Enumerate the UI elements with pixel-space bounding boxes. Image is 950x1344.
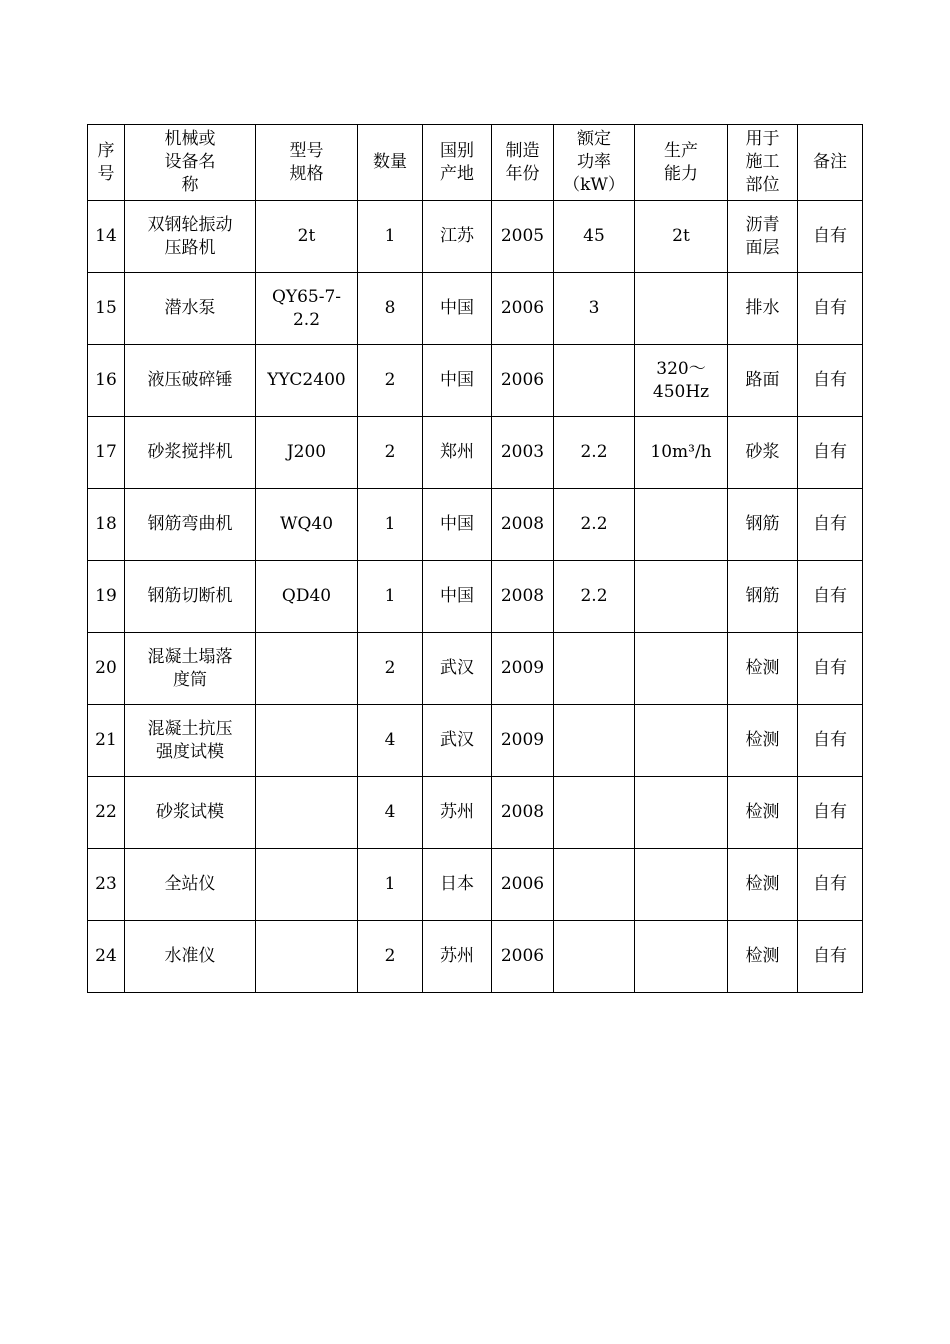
- cell-remark: [798, 633, 863, 705]
- cell-text: 中国: [440, 586, 474, 606]
- cell-text: 320～ 450Hz: [652, 358, 710, 402]
- cell-text: 2: [384, 442, 396, 462]
- header-origin: 国别 产地: [423, 125, 492, 201]
- cell-quantity: [358, 705, 423, 777]
- cell-text: 中国: [440, 514, 474, 534]
- cell-text: 2006: [500, 298, 545, 318]
- cell-text: 自有: [813, 370, 847, 390]
- cell-text: 45: [583, 226, 605, 246]
- cell-origin: [423, 417, 492, 489]
- cell-index: [88, 417, 125, 489]
- cell-text: 1: [384, 514, 396, 534]
- cell-origin: [423, 705, 492, 777]
- header-index: 序 号: [88, 125, 125, 201]
- cell-model: [256, 705, 358, 777]
- cell-text: 2006: [500, 874, 545, 894]
- cell-text: 10m³/h: [650, 442, 712, 462]
- cell-text: 自有: [813, 658, 847, 678]
- cell-capacity: [635, 561, 728, 633]
- cell-text: 8: [384, 298, 396, 318]
- cell-year: [492, 633, 554, 705]
- cell-text: 钢筋弯曲机: [147, 514, 233, 534]
- cell-text: 2.2: [580, 586, 608, 606]
- cell-index: [88, 201, 125, 273]
- cell-power: [554, 633, 635, 705]
- cell-remark: [798, 345, 863, 417]
- cell-text: 混凝土抗压 强度试模: [147, 718, 233, 762]
- cell-index: [88, 705, 125, 777]
- cell-origin: [423, 273, 492, 345]
- cell-text: 2005: [500, 226, 545, 246]
- table-row: [88, 561, 863, 633]
- cell-text: QD40: [281, 586, 332, 606]
- cell-text: 武汉: [440, 658, 474, 678]
- cell-text: 2006: [500, 946, 545, 966]
- cell-text: 2008: [500, 802, 545, 822]
- cell-remark: [798, 201, 863, 273]
- cell-text: 钢筋: [745, 586, 780, 606]
- cell-model: [256, 201, 358, 273]
- cell-model: [256, 777, 358, 849]
- cell-name: [125, 633, 256, 705]
- cell-capacity: [635, 201, 728, 273]
- cell-text: 自有: [813, 226, 847, 246]
- cell-model: [256, 633, 358, 705]
- cell-text: 中国: [440, 370, 474, 390]
- cell-text: 钢筋: [745, 514, 780, 534]
- cell-index: [88, 849, 125, 921]
- cell-year: [492, 849, 554, 921]
- cell-power: [554, 921, 635, 993]
- cell-text: 2: [384, 370, 396, 390]
- cell-quantity: [358, 561, 423, 633]
- cell-power: [554, 489, 635, 561]
- cell-text: 2: [384, 946, 396, 966]
- cell-text: 18: [95, 514, 117, 534]
- cell-year: [492, 417, 554, 489]
- cell-name: [125, 777, 256, 849]
- table-row: [88, 849, 863, 921]
- cell-text: 1: [384, 874, 396, 894]
- cell-quantity: [358, 489, 423, 561]
- cell-text: 沥青 面层: [745, 214, 780, 258]
- cell-text: 14: [95, 226, 117, 246]
- cell-quantity: [358, 921, 423, 993]
- cell-text: 苏州: [440, 802, 474, 822]
- cell-remark: [798, 417, 863, 489]
- cell-index: [88, 921, 125, 993]
- cell-text: 检测: [745, 658, 780, 678]
- cell-text: 双钢轮振动 压路机: [147, 214, 233, 258]
- cell-year: [492, 561, 554, 633]
- cell-model: [256, 489, 358, 561]
- cell-text: 混凝土塌落 度筒: [147, 646, 233, 690]
- cell-text: 自有: [813, 442, 847, 462]
- cell-origin: [423, 849, 492, 921]
- cell-power: [554, 201, 635, 273]
- cell-index: [88, 633, 125, 705]
- cell-year: [492, 201, 554, 273]
- cell-year: [492, 345, 554, 417]
- cell-power: [554, 273, 635, 345]
- cell-name: [125, 705, 256, 777]
- cell-text: 2008: [500, 586, 545, 606]
- table-row: [88, 921, 863, 993]
- cell-remark: [798, 921, 863, 993]
- cell-text: 2006: [500, 370, 545, 390]
- cell-power: [554, 345, 635, 417]
- cell-text: 16: [95, 370, 117, 390]
- cell-text: 全站仪: [164, 874, 216, 894]
- cell-usage: [728, 849, 798, 921]
- header-capacity: 生产 能力: [635, 125, 728, 201]
- cell-remark: [798, 705, 863, 777]
- cell-text: 2.2: [580, 514, 608, 534]
- cell-usage: [728, 777, 798, 849]
- cell-remark: [798, 777, 863, 849]
- cell-usage: [728, 345, 798, 417]
- cell-model: [256, 273, 358, 345]
- cell-text: 砂浆搅拌机: [147, 442, 233, 462]
- cell-text: 检测: [745, 874, 780, 894]
- cell-text: 3: [588, 298, 600, 318]
- cell-name: [125, 273, 256, 345]
- cell-text: 2003: [500, 442, 545, 462]
- header-quantity: 数量: [358, 125, 423, 201]
- cell-text: 液压破碎锤: [147, 370, 233, 390]
- cell-text: 自有: [813, 874, 847, 894]
- cell-text: 砂浆试模: [156, 802, 224, 822]
- cell-power: [554, 705, 635, 777]
- cell-index: [88, 345, 125, 417]
- cell-text: YYC2400: [267, 370, 346, 390]
- cell-year: [492, 705, 554, 777]
- cell-quantity: [358, 273, 423, 345]
- header-usage: 用于 施工 部位: [728, 125, 798, 201]
- cell-quantity: [358, 417, 423, 489]
- cell-usage: [728, 705, 798, 777]
- cell-name: [125, 201, 256, 273]
- cell-power: [554, 417, 635, 489]
- cell-text: 19: [95, 586, 117, 606]
- cell-power: [554, 777, 635, 849]
- cell-usage: [728, 633, 798, 705]
- cell-year: [492, 921, 554, 993]
- table-row: [88, 633, 863, 705]
- cell-text: 日本: [440, 874, 474, 894]
- cell-text: QY65-7- 2.2: [271, 286, 342, 330]
- cell-text: 2009: [500, 658, 545, 678]
- cell-text: 武汉: [440, 730, 474, 750]
- cell-text: 潜水泵: [164, 298, 216, 318]
- cell-quantity: [358, 633, 423, 705]
- cell-model: [256, 345, 358, 417]
- cell-capacity: [635, 417, 728, 489]
- cell-capacity: [635, 345, 728, 417]
- cell-text: 中国: [440, 298, 474, 318]
- table-row: [88, 273, 863, 345]
- cell-origin: [423, 489, 492, 561]
- cell-name: [125, 489, 256, 561]
- cell-text: 自有: [813, 298, 847, 318]
- cell-remark: [798, 561, 863, 633]
- cell-model: [256, 561, 358, 633]
- cell-model: [256, 417, 358, 489]
- cell-capacity: [635, 489, 728, 561]
- cell-remark: [798, 273, 863, 345]
- table-row: [88, 777, 863, 849]
- cell-text: 自有: [813, 946, 847, 966]
- cell-usage: [728, 921, 798, 993]
- cell-usage: [728, 201, 798, 273]
- cell-text: 砂浆: [745, 442, 780, 462]
- cell-text: 路面: [745, 370, 780, 390]
- header-remark: 备注: [798, 125, 863, 201]
- cell-model: [256, 849, 358, 921]
- cell-origin: [423, 561, 492, 633]
- cell-text: 钢筋切断机: [147, 586, 233, 606]
- cell-text: J200: [286, 442, 327, 462]
- cell-text: 21: [95, 730, 117, 750]
- cell-text: 1: [384, 586, 396, 606]
- cell-origin: [423, 345, 492, 417]
- cell-text: 1: [384, 226, 396, 246]
- cell-usage: [728, 561, 798, 633]
- cell-index: [88, 489, 125, 561]
- cell-text: 15: [95, 298, 117, 318]
- cell-text: 水准仪: [164, 946, 216, 966]
- cell-text: 2t: [297, 226, 316, 246]
- table-body: [88, 201, 863, 993]
- cell-text: 2.2: [580, 442, 608, 462]
- cell-name: [125, 417, 256, 489]
- table-row: [88, 201, 863, 273]
- cell-remark: [798, 489, 863, 561]
- cell-quantity: [358, 849, 423, 921]
- cell-usage: [728, 489, 798, 561]
- equipment-table: [87, 124, 863, 993]
- cell-origin: [423, 201, 492, 273]
- cell-text: 自有: [813, 586, 847, 606]
- cell-origin: [423, 633, 492, 705]
- cell-text: 检测: [745, 730, 780, 750]
- cell-usage: [728, 417, 798, 489]
- cell-name: [125, 921, 256, 993]
- cell-quantity: [358, 201, 423, 273]
- cell-origin: [423, 777, 492, 849]
- cell-text: 4: [384, 730, 396, 750]
- cell-origin: [423, 921, 492, 993]
- cell-name: [125, 561, 256, 633]
- table-header-row: [88, 125, 863, 201]
- cell-text: 检测: [745, 946, 780, 966]
- table-row: [88, 417, 863, 489]
- table-row: [88, 345, 863, 417]
- cell-text: 24: [95, 946, 117, 966]
- cell-quantity: [358, 345, 423, 417]
- cell-year: [492, 489, 554, 561]
- cell-capacity: [635, 921, 728, 993]
- cell-text: 自有: [813, 730, 847, 750]
- header-power: 额定 功率 （kW）: [554, 125, 635, 201]
- cell-year: [492, 273, 554, 345]
- cell-text: 4: [384, 802, 396, 822]
- cell-capacity: [635, 633, 728, 705]
- cell-index: [88, 777, 125, 849]
- cell-text: 17: [95, 442, 117, 462]
- header-model: 型号 规格: [256, 125, 358, 201]
- header-name: 机械或 设备名 称: [125, 125, 256, 201]
- cell-text: 排水: [745, 298, 780, 318]
- cell-text: 自有: [813, 802, 847, 822]
- cell-remark: [798, 849, 863, 921]
- cell-text: 检测: [745, 802, 780, 822]
- cell-text: 自有: [813, 514, 847, 534]
- cell-usage: [728, 273, 798, 345]
- header-year: 制造 年份: [492, 125, 554, 201]
- cell-capacity: [635, 777, 728, 849]
- cell-capacity: [635, 273, 728, 345]
- table-row: [88, 489, 863, 561]
- table-row: [88, 705, 863, 777]
- cell-capacity: [635, 705, 728, 777]
- cell-text: 2: [384, 658, 396, 678]
- cell-text: 2008: [500, 514, 545, 534]
- cell-model: [256, 921, 358, 993]
- cell-power: [554, 561, 635, 633]
- cell-text: 江苏: [440, 226, 474, 246]
- cell-text: 苏州: [440, 946, 474, 966]
- cell-text: WQ40: [279, 514, 334, 534]
- cell-text: 20: [95, 658, 117, 678]
- cell-index: [88, 561, 125, 633]
- cell-year: [492, 777, 554, 849]
- cell-quantity: [358, 777, 423, 849]
- cell-text: 2t: [672, 226, 690, 246]
- cell-text: 郑州: [440, 442, 474, 462]
- cell-text: 23: [95, 874, 117, 894]
- cell-index: [88, 273, 125, 345]
- cell-power: [554, 849, 635, 921]
- cell-name: [125, 345, 256, 417]
- cell-name: [125, 849, 256, 921]
- cell-capacity: [635, 849, 728, 921]
- cell-text: 2009: [500, 730, 545, 750]
- cell-text: 22: [95, 802, 117, 822]
